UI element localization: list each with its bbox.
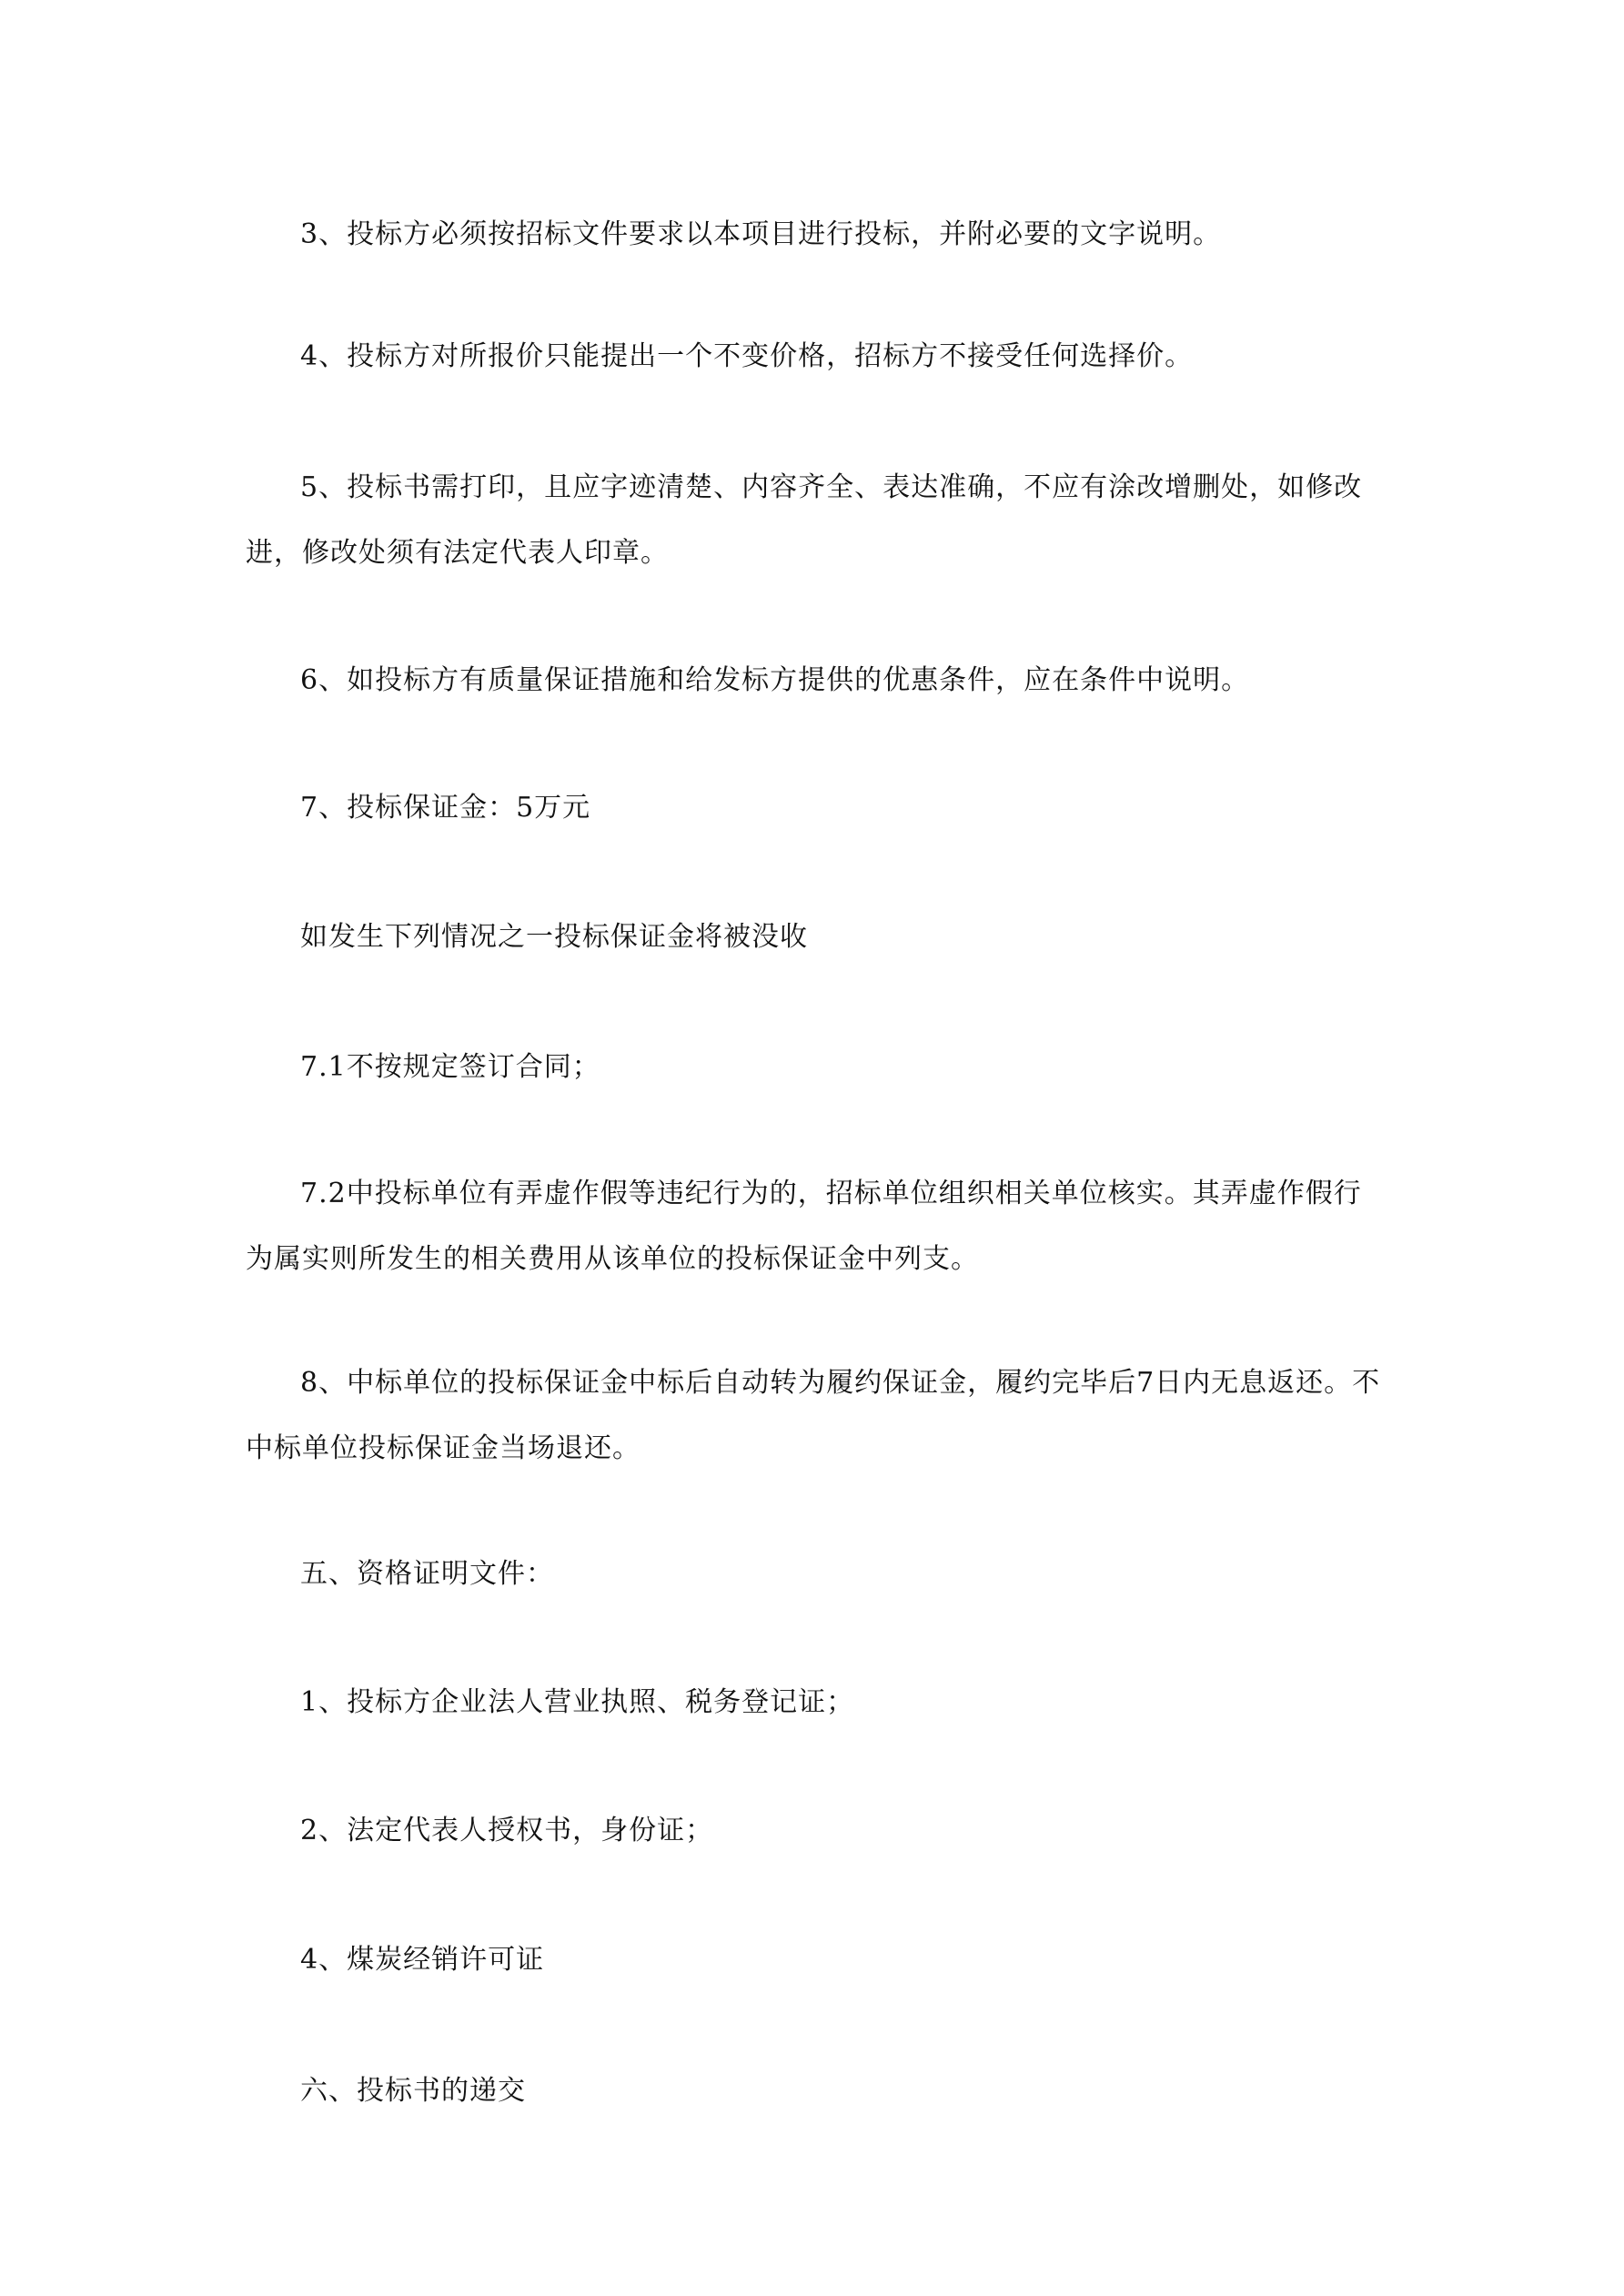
paragraph-forfeit-intro: 如发生下列情况之一投标保证金将被没收 [300, 921, 808, 953]
paragraph-3: 3、投标方必须按招标文件要求以本项目进行投标，并附必要的文字说明。 [300, 218, 1222, 250]
section-6-heading: 六、投标书的递交 [300, 2075, 526, 2107]
paragraph-4: 4、投标方对所报价只能提出一个不变价格，招标方不接受任何选择价。 [300, 340, 1194, 372]
paragraph-qualification-1: 1、投标方企业法人营业执照、税务登记证； [300, 1686, 855, 1718]
paragraph-7-1: 7.1不按规定签订合同； [300, 1051, 600, 1083]
paragraph-qualification-4: 4、煤炭经销许可证 [300, 1944, 545, 1976]
section-5-heading: 五、资格证明文件： [300, 1558, 554, 1590]
paragraph-5: 5、投标书需打印，且应字迹清楚、内容齐全、表达准确，不应有涂改增删处，如修改进，修改处须有法定代表人印章。 [246, 471, 1363, 569]
paragraph-6: 6、如投标方有质量保证措施和给发标方提供的优惠条件，应在条件中说明。 [300, 664, 1250, 696]
paragraph-8: 8、中标单位的投标保证金中标后自动转为履约保证金，履约完毕后7日内无息返还。不中标单位投标保证金当场退还。 [246, 1367, 1381, 1464]
paragraph-7: 7、投标保证金：5万元 [300, 792, 591, 824]
paragraph-qualification-2: 2、法定代表人授权书，身份证； [300, 1815, 714, 1846]
paragraph-7-2: 7.2中投标单位有弄虚作假等违纪行为的，招标单位组织相关单位核实。其弄虚作假行为属实则所发生的相关费用从该单位的投标保证金中列支。 [246, 1178, 1362, 1275]
